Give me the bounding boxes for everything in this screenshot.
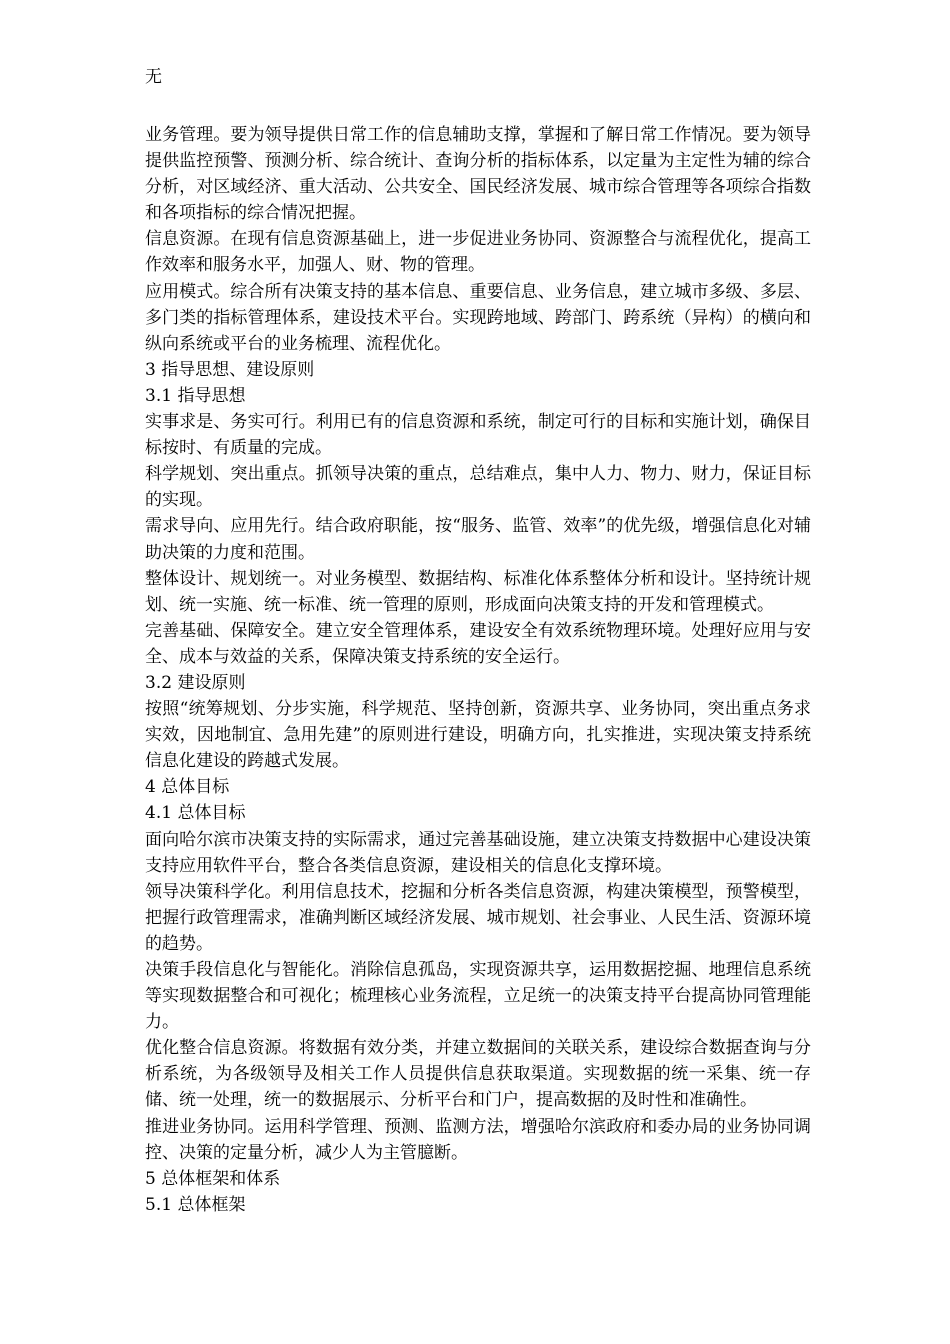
body-paragraph: 实事求是、务实可行。利用已有的信息资源和系统，制定可行的目标和实施计划，确保目标按时、有质量的完成。 (145, 412, 811, 459)
body-paragraph: 需求导向、应用先行。结合政府职能，按“服务、监管、效率”的优先级，增强信息化对辅助决策的力度和范围。 (145, 516, 811, 563)
document-body (145, 122, 811, 1218)
subsection-heading: 3.1 指导思想 (145, 385, 246, 406)
body-paragraph: 领导决策科学化。利用信息技术，挖掘和分析各类信息资源，构建决策模型，预警模型，把握行政管理需求，准确判断区域经济发展、城市规划、社会事业、人民生活、资源环境的趋势。 (145, 881, 811, 954)
body-paragraph: 面向哈尔滨市决策支持的实际需求，通过完善基础设施，建立决策支持数据中心建设决策支持应用软件平台，整合各类信息资源，建设相关的信息化支撑环境。 (145, 829, 811, 876)
body-paragraph: 应用模式。综合所有决策支持的基本信息、重要信息、业务信息，建立城市多级、多层、多门类的指标管理体系，建设技术平台。实现跨地域、跨部门、跨系统（异构）的横向和纵向系统或平台的业务梳理、流程优化。 (145, 281, 811, 354)
subsection-heading: 5.1 总体框架 (145, 1194, 246, 1215)
section-heading: 5 总体框架和体系 (145, 1168, 281, 1189)
body-paragraph: 决策手段信息化与智能化。消除信息孤岛，实现资源共享，运用数据挖掘、地理信息系统等实现数据整合和可视化；梳理核心业务流程，立足统一的决策支持平台提高协同管理能力。 (145, 960, 811, 1033)
body-paragraph: 信息资源。在现有信息资源基础上，进一步促进业务协同、资源整合与流程优化，提高工作效率和服务水平，加强人、财、物的管理。 (145, 229, 811, 276)
body-paragraph: 业务管理。要为领导提供日常工作的信息辅助支撑，掌握和了解日常工作情况。要为领导提供监控预警、预测分析、综合统计、查询分析的指标体系，以定量为主定性为辅的综合分析，对区域经济、重大活动、公共安全、国民经济发展、城市综合管理等各项综合指数和各项指标的综合情况把握。 (145, 125, 811, 224)
section-heading: 4 总体目标 (145, 777, 230, 798)
body-paragraph: 科学规划、突出重点。抓领导决策的重点，总结难点，集中人力、物力、财力，保证目标的实现。 (145, 464, 811, 511)
body-paragraph: 推进业务协同。运用科学管理、预测、监测方法，增强哈尔滨政府和委办局的业务协同调控、决策的定量分析，减少人为主管臆断。 (145, 1116, 811, 1163)
body-paragraph: 整体设计、规划统一。对业务模型、数据结构、标准化体系整体分析和设计。坚持统计规划、统一实施、统一标准、统一管理的原则，形成面向决策支持的开发和管理模式。 (145, 568, 811, 615)
body-paragraph: 完善基础、保障安全。建立安全管理体系，建设安全有效系统物理环境。处理好应用与安全、成本与效益的关系，保障决策支持系统的安全运行。 (145, 620, 811, 667)
subsection-heading: 4.1 总体目标 (145, 803, 246, 824)
subsection-heading: 3.2 建设原则 (145, 672, 246, 693)
body-paragraph: 优化整合信息资源。将数据有效分类，并建立数据间的关联关系，建设综合数据查询与分析系统，为各级领导及相关工作人员提供信息获取渠道。实现数据的统一采集、统一存储、统一处理，统一的数据展示、分析平台和门户，提高数据的及时性和准确性。 (145, 1038, 811, 1111)
page-header: 无 (145, 67, 162, 87)
section-heading: 3 指导思想、建设原则 (145, 359, 315, 380)
body-paragraph: 按照“统筹规划、分步实施，科学规范、坚持创新，资源共享、业务协同，突出重点务求实效，因地制宜、急用先建”的原则进行建设，明确方向，扎实推进，实现决策支持系统信息化建设的跨越式发展。 (145, 699, 811, 772)
